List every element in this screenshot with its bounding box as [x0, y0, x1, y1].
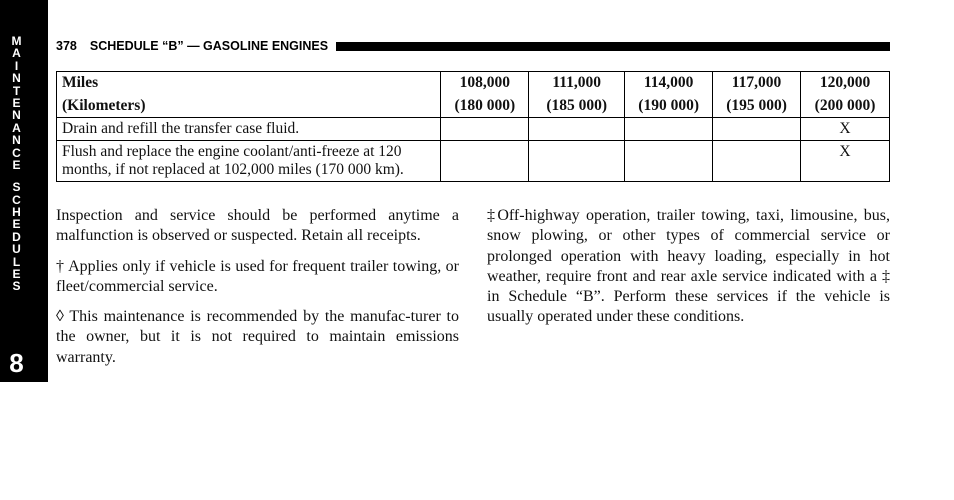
chapter-letter: E	[12, 157, 21, 172]
table-header-row	[57, 72, 890, 118]
chapter-letter: H	[12, 205, 21, 220]
mileage-value: 111,000	[552, 74, 602, 91]
double-dagger-footnote: ‡Off-highway operation, trailer towing, taxi, limousine, bus, snow plowing, or other types of commercial service or prolonged operation with heavy loading, especially in hot weather, require front and rear axle service indicated with a ‡ in Schedule “B”. Perform these services if the vehicle is usually operated under these conditions.	[487, 207, 890, 326]
chapter-letter: N	[12, 108, 21, 123]
inspection-note: Inspection and service should be performed anytime a malfunction is observed or suspected. Retain all receipts.	[56, 207, 459, 245]
chapter-side-tab	[0, 0, 48, 382]
service-mark-cell: X	[801, 141, 890, 182]
chapter-letter: N	[12, 133, 21, 148]
table-row	[57, 118, 890, 141]
service-description: Flush and replace the engine coolant/anti-freeze at 120 months, if not replaced at 102,000 miles (170 000 km).	[57, 141, 441, 182]
header-cell-mileage	[801, 72, 890, 118]
mileage-value: 108,000	[459, 74, 510, 91]
service-mark-cell	[529, 141, 625, 182]
header-miles-label: Miles	[62, 74, 99, 91]
chapter-letter: A	[12, 46, 21, 61]
service-mark-cell	[625, 141, 713, 182]
chapter-letter: N	[12, 71, 21, 86]
page-number: 378	[56, 39, 77, 53]
kilometer-value: (200 000)	[814, 97, 876, 114]
header-cell-mileage	[441, 72, 529, 118]
kilometer-value: (185 000)	[546, 97, 608, 114]
chapter-letter: S	[12, 180, 21, 195]
service-mark-cell	[713, 118, 801, 141]
chapter-letter: S	[12, 279, 21, 294]
service-mark-cell	[713, 141, 801, 182]
mileage-value: 114,000	[643, 74, 694, 91]
chapter-letter: T	[12, 83, 21, 98]
right-text-column	[487, 206, 890, 338]
chapter-letter: E	[12, 217, 21, 232]
chapter-letter: E	[12, 95, 21, 110]
maintenance-schedule-table	[56, 71, 890, 182]
kilometer-value: (190 000)	[638, 97, 699, 114]
chapter-number: 8	[9, 348, 24, 378]
service-mark-cell	[441, 141, 529, 182]
chapter-letter: I	[14, 58, 19, 73]
service-mark-cell	[441, 118, 529, 141]
chapter-letter: M	[11, 34, 22, 48]
diamond-footnote: ◊ This maintenance is recommended by the manufac-turer to the owner, but it is not required to maintain emissions warranty.	[56, 308, 459, 366]
chapter-letter: A	[12, 120, 21, 135]
table-row	[57, 141, 890, 182]
header-km-label: (Kilometers)	[62, 97, 146, 114]
service-mark-cell	[529, 118, 625, 141]
dagger-footnote: † Applies only if vehicle is used for frequent trailer towing, or fleet/commercial service.	[56, 257, 459, 295]
chapter-letter: D	[12, 229, 21, 244]
header-cell-interval	[57, 72, 441, 118]
kilometer-value: (195 000)	[726, 97, 787, 114]
header-rule	[336, 42, 890, 51]
chapter-title-vertical	[0, 35, 33, 293]
chapter-letter: U	[12, 242, 21, 257]
chapter-letter: C	[12, 145, 21, 160]
page-title: SCHEDULE “B” — GASOLINE ENGINES	[89, 39, 329, 53]
mileage-value: 117,000	[731, 74, 782, 91]
chapter-letter: C	[12, 192, 21, 207]
chapter-letter: L	[12, 254, 21, 269]
service-mark-cell	[625, 118, 713, 141]
header-cell-mileage	[713, 72, 801, 118]
service-mark-cell: X	[801, 118, 890, 141]
service-description: Drain and refill the transfer case fluid.	[57, 118, 441, 141]
page-header	[56, 37, 890, 55]
kilometer-value: (180 000)	[454, 97, 516, 114]
mileage-value: 120,000	[819, 74, 871, 91]
chapter-letter: E	[12, 267, 21, 282]
left-text-column	[56, 206, 459, 378]
header-cell-mileage	[625, 72, 713, 118]
header-cell-mileage	[529, 72, 625, 118]
